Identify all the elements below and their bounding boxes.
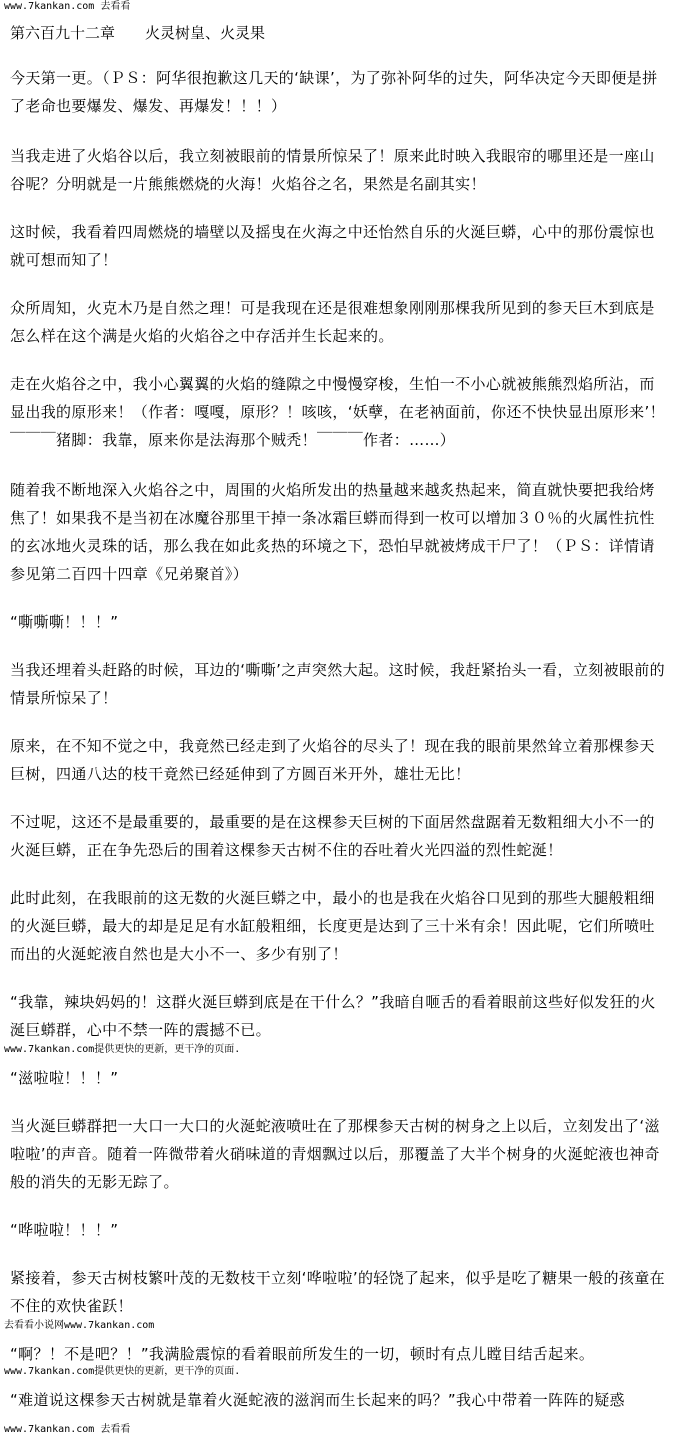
paragraph-2: 当我走进了火焰谷以后，我立刻被眼前的情景所惊呆了！原来此时映入我眼帘的哪里还是一座山谷呢？分明就是一片熊熊燃烧的火海！火焰谷之名，果然是名副其实！ xyxy=(10,147,655,193)
paragraph-3: 这时候，我看着四周燃烧的墙壁以及摇曳在火海之中还怡然自乐的火涎巨蟒，心中的那份震惊也就可想而知了！ xyxy=(10,223,655,269)
paragraph-13: “滋啦啦！！！” xyxy=(10,1069,119,1087)
watermark-mid-1: www.7kankan.com提供更快的更新，更干净的页面. xyxy=(4,1044,241,1055)
paragraph-4: 众所周知，火克木乃是自然之理！可是我现在还是很难想象刚刚那棵我所见到的参天巨木到底是怎么样在这个满是火焰的火焰谷之中存活并生长起来的。 xyxy=(10,299,655,345)
paragraph-18: “难道说这棵参天古树就是靠着火涎蛇液的滋润而生长起来的吗？”我心中带着一阵阵的疑惑 xyxy=(10,1391,625,1409)
paragraph-1: 今天第一更。（ＰＳ：阿华很抱歉这几天的‘缺课’，为了弥补阿华的过失，阿华决定今天即便是拼了老命也要爆发、爆发、再爆发！！！） xyxy=(10,69,658,115)
watermark-mid-2: 去看看小说网www.7kankan.com xyxy=(4,1320,155,1331)
paragraph-6: 随着我不断地深入火焰谷之中，周围的火焰所发出的热量越来越炙热起来，简直就快要把我给烤焦了！如果我不是当初在冰魔谷那里干掉一条冰霜巨蟒而得到一枚可以增加３０％的火属性抗性的玄冰地火灵珠的话，那么我在如此炙热的环境之下，恐怕早就被烤成干尸了！（ＰＳ：详情请参见第二百四十四章《兄弟聚首》） xyxy=(10,481,655,583)
paragraph-14: 当火涎巨蟒群把一大口一大口的火涎蛇液喷吐在了那棵参天古树的树身之上以后，立刻发出了‘滋啦啦’的声音。随着一阵微带着火硝味道的青烟飘过以后，那覆盖了大半个树身的火涎蛇液也神奇般的消失的无影无踪了。 xyxy=(10,1117,660,1191)
paragraph-16: 紧接着，参天古树枝繁叶茂的无数枝干立刻‘哗啦啦’的轻饶了起来，似乎是吃了糖果一般的孩童在不住的欢快雀跃！ xyxy=(10,1269,665,1315)
chapter-title: 第六百九十二章 火灵树皇、火灵果 xyxy=(10,24,266,42)
paragraph-10: 不过呢，这还不是最重要的，最重要的是在这棵参天巨树的下面居然盘踞着无数粗细大小不一的火涎巨蟒，正在争先恐后的围着这棵参天古树不住的吞吐着火光四溢的烈性蛇涎！ xyxy=(10,813,655,859)
paragraph-7: “嘶嘶嘶！！！” xyxy=(10,613,119,631)
paragraph-11: 此时此刻，在我眼前的这无数的火涎巨蟒之中，最小的也是我在火焰谷口见到的那些大腿般粗细的火涎巨蟒，最大的却是足足有水缸般粗细，长度更是达到了三十米有余！因此呢，它们所喷吐而出的火涎蛇液自然也是大小不一、多少有别了！ xyxy=(10,889,655,963)
paragraph-17: “啊？！不是吧？！”我满脸震惊的看着眼前所发生的一切，顿时有点儿瞠目结舌起来。 xyxy=(10,1345,595,1363)
watermark-top: www.7kankan.com 去看看 xyxy=(4,1,131,12)
paragraph-8: 当我还埋着头赶路的时候，耳边的‘嘶嘶’之声突然大起。这时候，我赶紧抬头一看，立刻被眼前的情景所惊呆了！ xyxy=(10,661,665,707)
paragraph-15: “哗啦啦！！！” xyxy=(10,1221,119,1239)
paragraph-12: “我靠，辣块妈妈的！这群火涎巨蟒到底是在干什么？”我暗自咂舌的看着眼前这些好似发狂的火涎巨蟒群，心中不禁一阵的震撼不已。 xyxy=(10,993,656,1039)
watermark-bottom: www.7kankan.com 去看看 xyxy=(4,1424,131,1435)
watermark-mid-3: www.7kankan.com提供更快的更新，更干净的页面. xyxy=(4,1366,241,1377)
paragraph-5: 走在火焰谷之中，我小心翼翼的火焰的缝隙之中慢慢穿梭，生怕一不小心就被熊熊烈焰所沾，而显出我的原形来！（作者：嘎嘎，原形？！咳咳，‘妖孽，在老衲面前，你还不快快显出原形来’！￣￣￣猪脚：我靠，原来你是法海那个贼秃！￣￣￣作者：……） xyxy=(10,375,665,449)
paragraph-9: 原来，在不知不觉之中，我竟然已经走到了火焰谷的尽头了！现在我的眼前果然耸立着那棵参天巨树，四通八达的枝干竟然已经延伸到了方圆百米开外，雄壮无比！ xyxy=(10,737,655,783)
